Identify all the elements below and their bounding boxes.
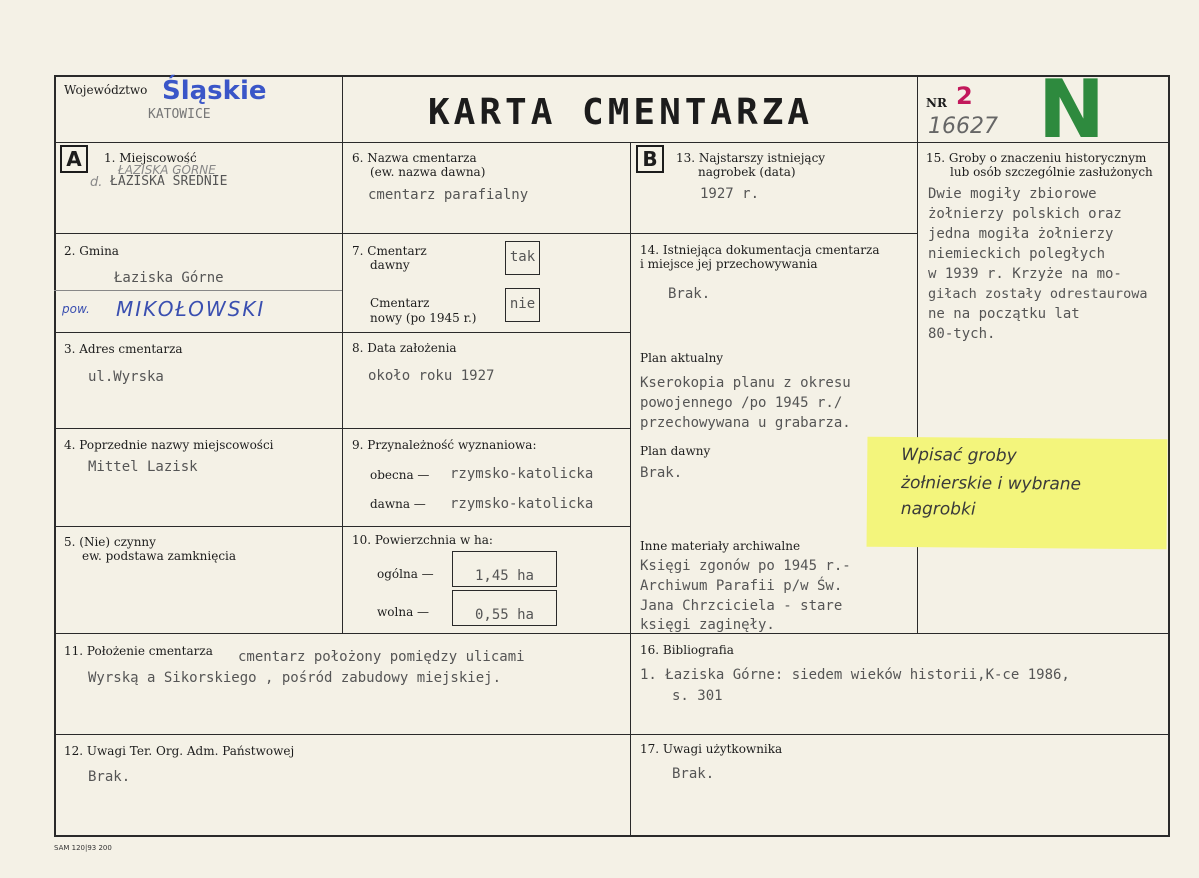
- f12-value: Brak.: [88, 769, 131, 785]
- f15-line: ne na początku lat: [928, 306, 1080, 322]
- f15-label-1: 15. Groby o znaczeniu historycznym: [926, 151, 1147, 165]
- wojewodztwo-stamp: Śląskie: [162, 76, 267, 106]
- f12-label: 12. Uwagi Ter. Org. Adm. Państwowej: [64, 744, 295, 758]
- f14-plan-dawny-label: Plan dawny: [640, 444, 711, 458]
- f14-plan-aktualny-line: Kserokopia planu z okresu: [640, 375, 851, 391]
- f14-value: Brak.: [668, 286, 711, 302]
- f13-value: 1927 r.: [700, 186, 760, 202]
- f6-value: cmentarz parafialny: [368, 187, 529, 203]
- f5-label-1: 5. (Nie) czynny: [64, 535, 156, 549]
- f8-value: około roku 1927: [368, 368, 495, 384]
- f1-prefix: d.: [90, 175, 103, 190]
- wojewodztwo-label: Województwo: [64, 83, 148, 97]
- f17-value: Brak.: [672, 766, 715, 782]
- f2-label: 2. Gmina: [64, 244, 119, 258]
- f7-box-dawny: tak: [505, 241, 540, 275]
- f9-label: 9. Przynależność wyznaniowa:: [352, 438, 537, 452]
- f2-pow-value: MIKOŁOWSKI: [116, 297, 266, 321]
- f9-dawna-value: rzymsko-katolicka: [450, 496, 594, 512]
- f2-pow-prefix: pow.: [62, 302, 90, 316]
- rule-col3: [917, 75, 918, 633]
- f6-label-1: 6. Nazwa cmentarza: [352, 151, 477, 165]
- nr-value: 2: [956, 82, 973, 110]
- f14-plan-dawny-value: Brak.: [640, 465, 683, 481]
- f16-line1: 1. Łaziska Górne: siedem wieków historii,K-ce 1986,: [640, 667, 1070, 683]
- sticky-note-line: nagrobki: [900, 498, 976, 520]
- f1-label: 1. Miejscowość: [104, 151, 197, 165]
- sticky-note-line: Wpisać groby: [901, 444, 1017, 466]
- sticky-note: [867, 437, 1168, 550]
- f4-value: Mittel Lazisk: [88, 459, 198, 475]
- f9-dawna-label: dawna —: [370, 497, 426, 511]
- rule-row5: [54, 633, 1170, 634]
- wojewodztwo-old: KATOWICE: [148, 107, 211, 122]
- rule-col1: [342, 75, 343, 633]
- f15-line: w 1939 r. Krzyże na mo-: [928, 266, 1122, 282]
- f15-line: Dwie mogiły zbiorowe: [928, 186, 1097, 202]
- f11-line1: cmentarz położony pomiędzy ulicami: [238, 649, 525, 665]
- f7-label-3: Cmentarz: [370, 296, 430, 310]
- rule-gmina-sub: [54, 290, 342, 291]
- page-title: KARTA CMENTARZA: [428, 92, 814, 133]
- f9-obecna-label: obecna —: [370, 468, 430, 482]
- f7-box-nowy: nie: [505, 288, 540, 322]
- f8-label: 8. Data założenia: [352, 341, 457, 355]
- f15-line: 80-tych.: [928, 326, 996, 342]
- f1-value: ŁAZISKA ŚREDNIE: [110, 174, 228, 189]
- f14-label-1: 14. Istniejąca dokumentacja cmentarza: [640, 243, 880, 257]
- f11-line2: Wyrską a Sikorskiego , pośród zabudowy miejskiej.: [88, 670, 502, 686]
- f10-ogolna-box: 1,45 ha: [452, 551, 557, 587]
- nr-handwritten: 16627: [928, 114, 998, 139]
- nr-label: NR: [926, 96, 947, 110]
- f14-inne-line: Księgi zgonów po 1945 r.-: [640, 558, 851, 574]
- f10-wolna-box: 0,55 ha: [452, 590, 557, 626]
- rule-header-bottom: [54, 142, 1170, 143]
- f14-inne-line: Jana Chrzciciela - stare: [640, 598, 843, 614]
- f10-ogolna-label: ogólna —: [377, 567, 434, 581]
- f14-inne-label: Inne materiały archiwalne: [640, 539, 801, 553]
- f5-label-2: ew. podstawa zamknięcia: [82, 549, 237, 563]
- f17-label: 17. Uwagi użytkownika: [640, 742, 783, 756]
- f14-label-2: i miejsce jej przechowywania: [640, 257, 818, 271]
- f15-line: żołnierzy polskich oraz: [928, 206, 1122, 222]
- rule-row6: [54, 734, 1170, 735]
- f10-wolna-label: wolna —: [377, 605, 430, 619]
- rule-col2: [630, 142, 631, 835]
- f7-label-1: 7. Cmentarz: [352, 244, 427, 258]
- rule-row1-mid: [630, 233, 917, 234]
- f9-obecna-value: rzymsko-katolicka: [450, 466, 594, 482]
- f13-label-2: nagrobek (data): [698, 165, 796, 179]
- f14-plan-aktualny-line: powojennego /po 1945 r./: [640, 395, 843, 411]
- f14-plan-aktualny-label: Plan aktualny: [640, 351, 724, 365]
- f1-handwritten: ŁAZISKA GÓRNE: [118, 163, 216, 177]
- f6-label-2: (ew. nazwa dawna): [370, 165, 486, 179]
- form-code: SAM 120|93 200: [54, 844, 112, 852]
- green-mark: N: [1038, 63, 1105, 156]
- f15-line: niemieckich poległych: [928, 246, 1106, 262]
- sticky-note-line: żołnierskie i wybrane: [900, 472, 1082, 495]
- f14-inne-line: Archiwum Parafii p/w Św.: [640, 578, 843, 594]
- f16-label: 16. Bibliografia: [640, 643, 734, 657]
- f15-line: giłach zostały odrestaurowa: [928, 286, 1148, 302]
- f10-label: 10. Powierzchnia w ha:: [352, 533, 493, 547]
- f13-label-1: 13. Najstarszy istniejący: [676, 151, 826, 165]
- f3-label: 3. Adres cmentarza: [64, 342, 183, 356]
- f14-inne-line: księgi zaginęły.: [640, 617, 775, 633]
- f4-label: 4. Poprzednie nazwy miejscowości: [64, 438, 274, 452]
- f11-label: 11. Położenie cmentarza: [64, 644, 213, 658]
- f15-line: jedna mogiła żołnierzy: [928, 226, 1114, 242]
- section-a-marker: A: [60, 145, 88, 173]
- f2-value: Łaziska Górne: [114, 270, 224, 286]
- f7-label-4: nowy (po 1945 r.): [370, 311, 477, 325]
- f15-label-2: lub osób szczególnie zasłużonych: [950, 165, 1153, 179]
- f3-value: ul.Wyrska: [88, 369, 164, 385]
- f7-label-2: dawny: [370, 258, 410, 272]
- f16-line2: s. 301: [672, 688, 723, 704]
- f14-plan-aktualny-line: przechowywana u grabarza.: [640, 415, 851, 431]
- section-b-marker: B: [636, 145, 664, 173]
